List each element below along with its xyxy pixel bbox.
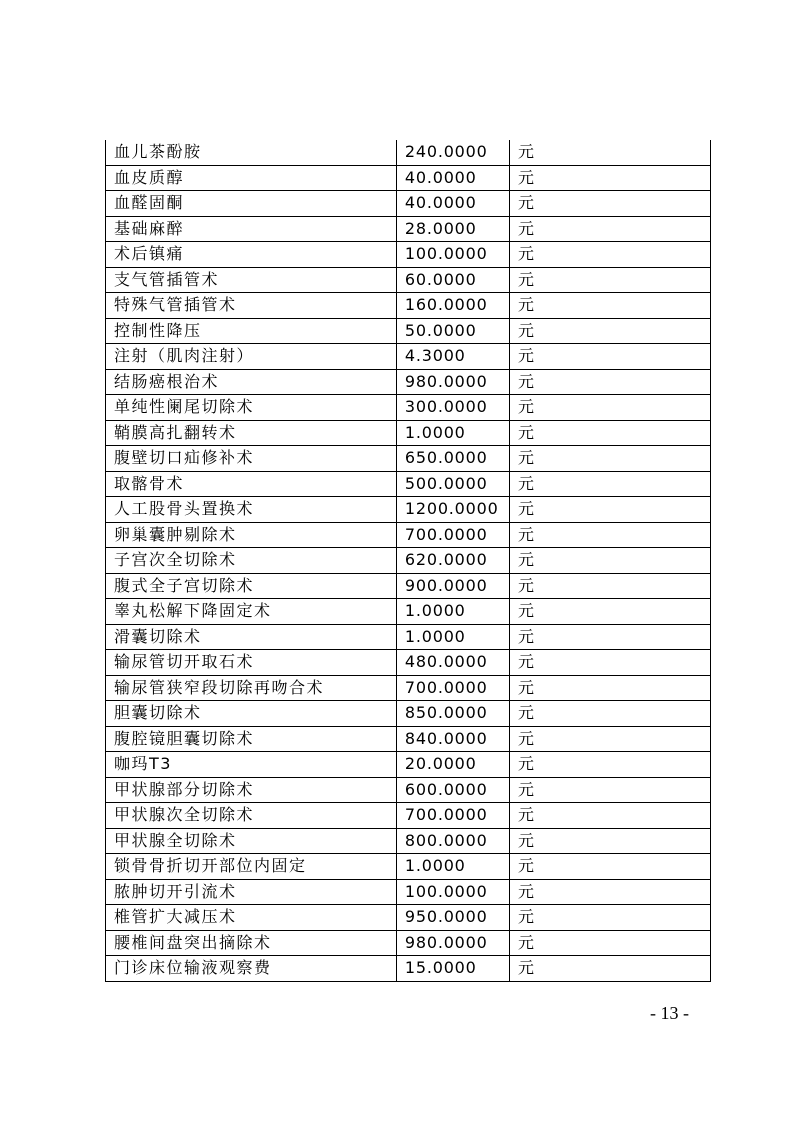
unit-cell: 元: [509, 624, 710, 650]
unit-cell: 元: [509, 242, 710, 268]
unit-cell: 元: [509, 777, 710, 803]
item-name-cell: 胆囊切除术: [106, 701, 397, 727]
unit-cell: 元: [509, 446, 710, 472]
item-name-cell: 控制性降压: [106, 318, 397, 344]
table-row: [106, 420, 711, 446]
table-row: [106, 242, 711, 268]
table-row: [106, 624, 711, 650]
table-row: [106, 522, 711, 548]
table-row: [106, 879, 711, 905]
table-row: [106, 293, 711, 319]
item-name-cell: 输尿管狭窄段切除再吻合术: [106, 675, 397, 701]
unit-cell: 元: [509, 267, 710, 293]
table-row: [106, 573, 711, 599]
price-cell: 28.0000: [396, 216, 509, 242]
table-row: [106, 191, 711, 217]
item-name-cell: 腹壁切口疝修补术: [106, 446, 397, 472]
price-cell: 50.0000: [396, 318, 509, 344]
price-cell: 620.0000: [396, 548, 509, 574]
unit-cell: 元: [509, 879, 710, 905]
table-row: [106, 650, 711, 676]
price-cell: 1.0000: [396, 854, 509, 880]
price-table-body: [106, 140, 711, 981]
price-cell: 500.0000: [396, 471, 509, 497]
price-cell: 850.0000: [396, 701, 509, 727]
item-name-cell: 结肠癌根治术: [106, 369, 397, 395]
item-name-cell: 甲状腺全切除术: [106, 828, 397, 854]
unit-cell: 元: [509, 140, 710, 165]
unit-cell: 元: [509, 828, 710, 854]
table-row: [106, 140, 711, 165]
item-name-cell: 咖玛T3: [106, 752, 397, 778]
unit-cell: 元: [509, 752, 710, 778]
unit-cell: 元: [509, 573, 710, 599]
item-name-cell: 单纯性阑尾切除术: [106, 395, 397, 421]
price-cell: 15.0000: [396, 956, 509, 982]
table-row: [106, 599, 711, 625]
table-row: [106, 905, 711, 931]
table-row: [106, 267, 711, 293]
item-name-cell: 血醛固酮: [106, 191, 397, 217]
table-row: [106, 216, 711, 242]
table-row: [106, 165, 711, 191]
price-cell: 950.0000: [396, 905, 509, 931]
item-name-cell: 脓肿切开引流术: [106, 879, 397, 905]
price-cell: 160.0000: [396, 293, 509, 319]
price-cell: 1.0000: [396, 599, 509, 625]
table-row: [106, 318, 711, 344]
item-name-cell: 子宫次全切除术: [106, 548, 397, 574]
unit-cell: 元: [509, 395, 710, 421]
price-cell: 600.0000: [396, 777, 509, 803]
unit-cell: 元: [509, 701, 710, 727]
table-row: [106, 548, 711, 574]
table-row: [106, 369, 711, 395]
table-row: [106, 930, 711, 956]
item-name-cell: 鞘膜高扎翻转术: [106, 420, 397, 446]
price-cell: 900.0000: [396, 573, 509, 599]
unit-cell: 元: [509, 599, 710, 625]
item-name-cell: 输尿管切开取石术: [106, 650, 397, 676]
price-cell: 40.0000: [396, 191, 509, 217]
price-cell: 60.0000: [396, 267, 509, 293]
price-cell: 4.3000: [396, 344, 509, 370]
unit-cell: 元: [509, 803, 710, 829]
item-name-cell: 人工股骨头置换术: [106, 497, 397, 523]
unit-cell: 元: [509, 471, 710, 497]
table-row: [106, 446, 711, 472]
price-cell: 100.0000: [396, 242, 509, 268]
unit-cell: 元: [509, 497, 710, 523]
item-name-cell: 甲状腺次全切除术: [106, 803, 397, 829]
item-name-cell: 椎管扩大减压术: [106, 905, 397, 931]
unit-cell: 元: [509, 675, 710, 701]
item-name-cell: 腹腔镜胆囊切除术: [106, 726, 397, 752]
item-name-cell: 血儿茶酚胺: [106, 140, 397, 165]
price-cell: 480.0000: [396, 650, 509, 676]
item-name-cell: 甲状腺部分切除术: [106, 777, 397, 803]
unit-cell: 元: [509, 905, 710, 931]
item-name-cell: 卵巢囊肿剔除术: [106, 522, 397, 548]
table-row: [106, 344, 711, 370]
unit-cell: 元: [509, 650, 710, 676]
item-name-cell: 特殊气管插管术: [106, 293, 397, 319]
item-name-cell: 腰椎间盘突出摘除术: [106, 930, 397, 956]
price-cell: 700.0000: [396, 522, 509, 548]
unit-cell: 元: [509, 344, 710, 370]
price-cell: 240.0000: [396, 140, 509, 165]
page-number: - 13 -: [650, 1003, 689, 1023]
table-row: [106, 828, 711, 854]
price-cell: 700.0000: [396, 803, 509, 829]
table-row: [106, 471, 711, 497]
table-row: [106, 395, 711, 421]
table-row: [106, 701, 711, 727]
table-row: [106, 777, 711, 803]
price-cell: 40.0000: [396, 165, 509, 191]
item-name-cell: 腹式全子宫切除术: [106, 573, 397, 599]
unit-cell: 元: [509, 318, 710, 344]
unit-cell: 元: [509, 854, 710, 880]
unit-cell: 元: [509, 956, 710, 982]
unit-cell: 元: [509, 548, 710, 574]
table-row: [106, 497, 711, 523]
table-row: [106, 726, 711, 752]
price-cell: 980.0000: [396, 930, 509, 956]
unit-cell: 元: [509, 930, 710, 956]
item-name-cell: 注射（肌肉注射）: [106, 344, 397, 370]
unit-cell: 元: [509, 165, 710, 191]
unit-cell: 元: [509, 216, 710, 242]
table-row: [106, 956, 711, 982]
unit-cell: 元: [509, 293, 710, 319]
price-cell: 650.0000: [396, 446, 509, 472]
item-name-cell: 支气管插管术: [106, 267, 397, 293]
unit-cell: 元: [509, 369, 710, 395]
price-cell: 20.0000: [396, 752, 509, 778]
item-name-cell: 基础麻醉: [106, 216, 397, 242]
item-name-cell: 血皮质醇: [106, 165, 397, 191]
table-row: [106, 752, 711, 778]
price-cell: 1.0000: [396, 420, 509, 446]
table-row: [106, 854, 711, 880]
item-name-cell: 睾丸松解下降固定术: [106, 599, 397, 625]
item-name-cell: 术后镇痛: [106, 242, 397, 268]
unit-cell: 元: [509, 522, 710, 548]
price-cell: 980.0000: [396, 369, 509, 395]
unit-cell: 元: [509, 191, 710, 217]
item-name-cell: 取髂骨术: [106, 471, 397, 497]
item-name-cell: 锁骨骨折切开部位内固定: [106, 854, 397, 880]
unit-cell: 元: [509, 420, 710, 446]
table-row: [106, 675, 711, 701]
unit-cell: 元: [509, 726, 710, 752]
price-cell: 300.0000: [396, 395, 509, 421]
price-cell: 840.0000: [396, 726, 509, 752]
price-cell: 800.0000: [396, 828, 509, 854]
item-name-cell: 门诊床位输液观察费: [106, 956, 397, 982]
price-cell: 1.0000: [396, 624, 509, 650]
price-cell: 100.0000: [396, 879, 509, 905]
price-cell: 1200.0000: [396, 497, 509, 523]
price-cell: 700.0000: [396, 675, 509, 701]
price-table: [105, 140, 711, 982]
table-row: [106, 803, 711, 829]
item-name-cell: 滑囊切除术: [106, 624, 397, 650]
